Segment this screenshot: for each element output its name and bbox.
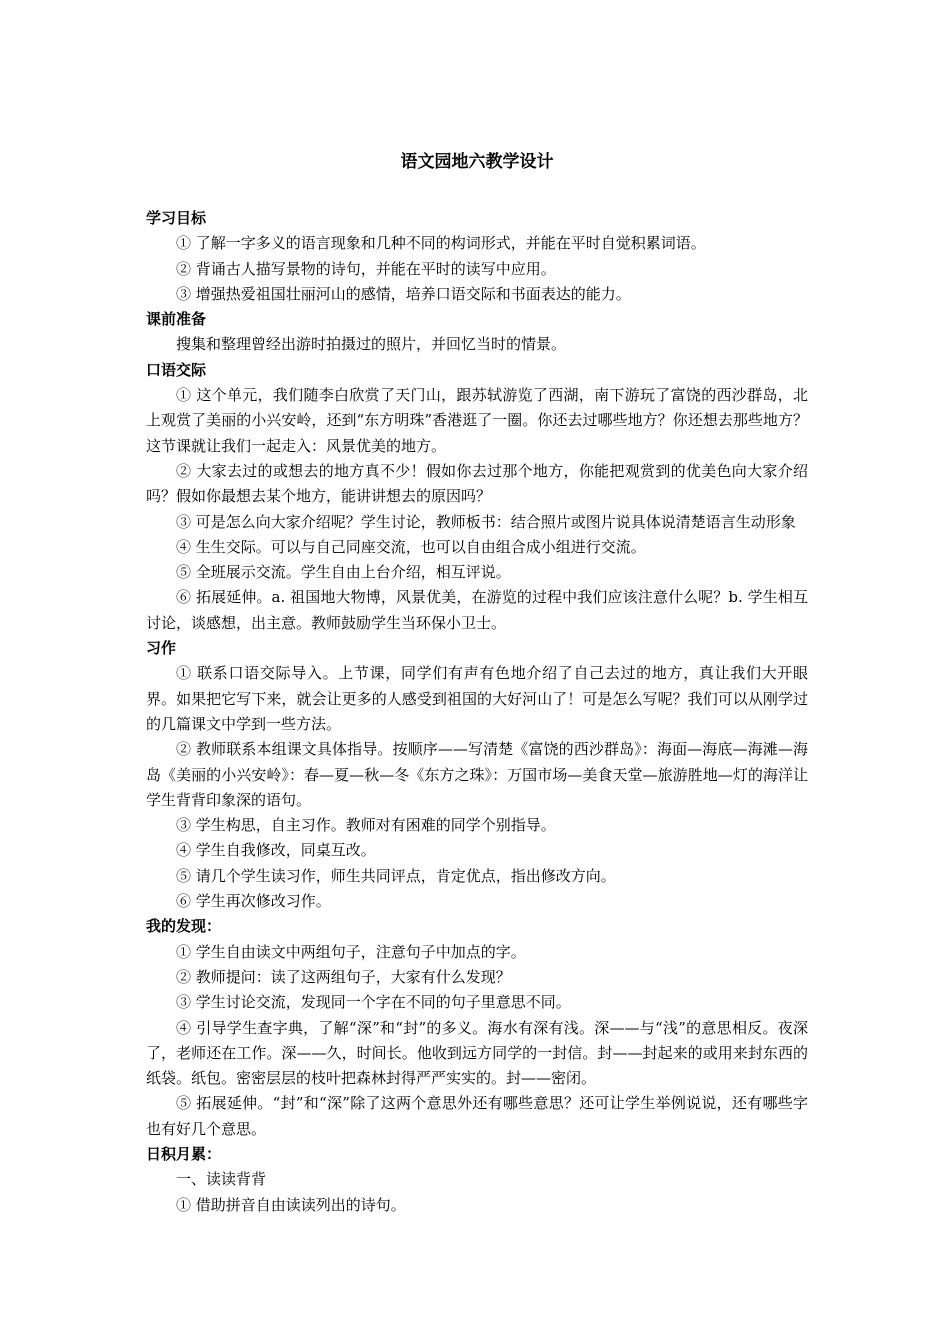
paragraph: ② 教师提问：读了这两组句子，大家有什么发现？	[176, 967, 511, 986]
paragraph: ⑤ 请几个学生读习作，师生共同评点，肯定优点，指出修改方向。	[176, 866, 616, 885]
section-heading: 学习目标	[146, 209, 207, 227]
section-heading: 我的发现：	[146, 917, 222, 936]
paragraph: ④ 引导学生查字典，了解“深”和“封”的多义。海水有深有浅。深——与“浅”的意思相反。夜深了，老师还在工作。深——久，时间长。他收到远方同学的一封信。封——封起来的或用来封东西的纸袋。纸包。密密层层的枝叶把森林封得严严实实的。封——密闭。	[146, 1018, 808, 1088]
paragraph: ① 了解一字多义的语言现象和几种不同的构词形式，并能在平时自觉积累词语。	[176, 234, 706, 253]
section-heading: 课前准备	[146, 310, 207, 329]
section	[146, 206, 808, 307]
section	[146, 307, 808, 358]
document-page	[146, 150, 808, 1218]
paragraph: ② 教师联系本组课文具体指导。按顺序——写清楚《富饶的西沙群岛》：海面—海底—海滩—海岛《美丽的小兴安岭》：春—夏—秋—冬《东方之珠》：万国市场—美食天堂—旅游胜地—灯的海洋让学生背背印象深的语句。	[146, 740, 808, 809]
paragraph: ③ 学生构思，自主习作。教师对有困难的同学个别指导。	[176, 816, 556, 835]
paragraph: ③ 可是怎么向大家介绍呢？学生讨论，教师板书：结合照片或图片说具体说清楚语言生动形象	[176, 512, 796, 531]
paragraph: 搜集和整理曾经出游时拍摄过的照片，并回忆当时的情景。	[176, 335, 567, 354]
paragraph: ③ 学生讨论交流，发现同一个字在不同的句子里意思不同。	[176, 993, 571, 1012]
paragraph: ⑤ 拓展延伸。“封”和“深”除了这两个意思外还有哪些意思？还可让学生举例说说，还有哪些字也有好几个意思。	[146, 1094, 808, 1138]
section-heading: 习作	[146, 639, 177, 658]
section-heading: 口语交际	[146, 360, 207, 379]
paragraph: ② 背诵古人描写景物的诗句，并能在平时的读写中应用。	[176, 259, 556, 278]
section	[146, 914, 808, 1142]
paragraph: ⑤ 全班展示交流。学生自由上台介绍，相互评说。	[176, 563, 511, 582]
document-body	[146, 206, 808, 1218]
paragraph: ① 借助拼音自由读读列出的诗句。	[176, 1195, 406, 1214]
paragraph: 一、读读背背	[176, 1170, 267, 1189]
paragraph: ④ 学生自我修改，同桌互改。	[176, 841, 376, 860]
paragraph: ① 联系口语交际导入。上节课，同学们有声有色地介绍了自己去过的地方，真让我们大开眼界。如果把它写下来，就会让更多的人感受到祖国的大好河山了！可是怎么写呢？我们可以从刚学过的几篇课文中学到一些方法。	[146, 664, 808, 733]
paragraph: ⑥ 拓展延伸。a. 祖国地大物博，风景优美，在游览的过程中我们应该注意什么呢？b. 学生相互讨论，谈感想，出主意。教师鼓励学生当环保小卫士。	[146, 588, 808, 632]
paragraph: ④ 生生交际。可以与自己同座交流，也可以自由组合成小组进行交流。	[176, 537, 646, 556]
section-heading: 日积月累：	[146, 1144, 222, 1163]
section	[146, 1142, 808, 1218]
paragraph: ① 这个单元，我们随李白欣赏了天门山，跟苏轼游览了西湖，南下游玩了富饶的西沙群岛，北上观赏了美丽的小兴安岭，还到“东方明珠”香港逛了一圈。你还去过哪些地方？你还想去那些地方？这节课就让我们一起走入：风景优美的地方。	[146, 386, 808, 455]
page-title: 语文园地六教学设计	[400, 152, 554, 172]
paragraph: ③ 增强热爱祖国壮丽河山的感情，培养口语交际和书面表达的能力。	[176, 284, 631, 303]
paragraph: ⑥ 学生再次修改习作。	[176, 892, 331, 911]
section	[146, 358, 808, 636]
paragraph: ② 大家去过的或想去的地方真不少！假如你去过那个地方，你能把观赏到的优美色向大家介绍吗？假如你最想去某个地方，能讲讲想去的原因吗？	[146, 461, 808, 506]
section	[146, 636, 808, 914]
paragraph: ① 学生自由读文中两组句子，注意句子中加点的字。	[176, 942, 526, 961]
